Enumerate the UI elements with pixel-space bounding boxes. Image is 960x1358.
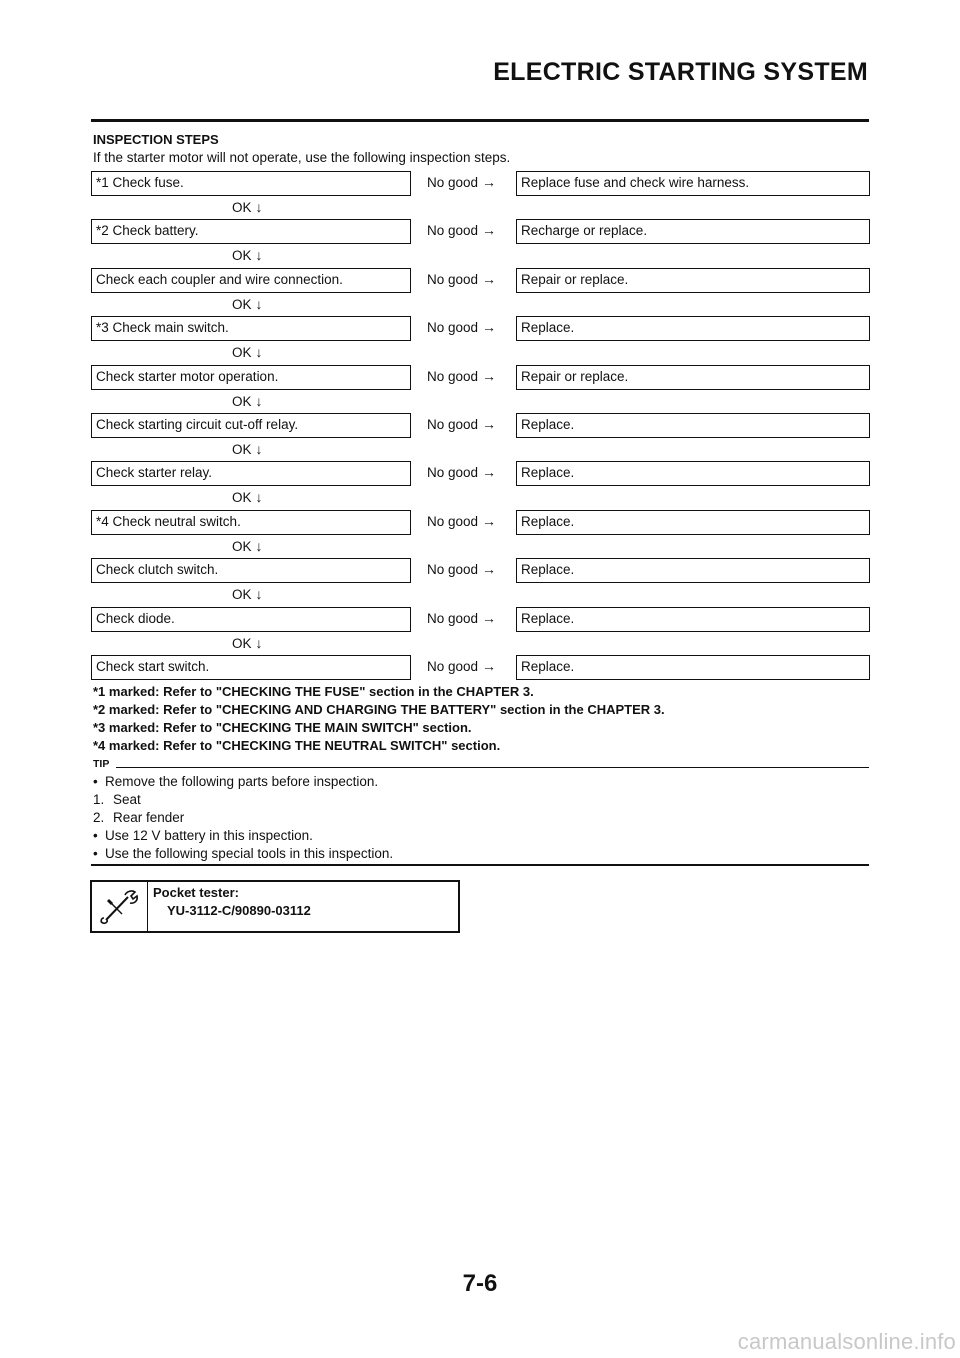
- flow-step: [91, 268, 869, 312]
- special-tool-box: [90, 880, 460, 933]
- ok-branch: [232, 393, 263, 409]
- action-box: Replace.: [516, 510, 870, 535]
- arrow-right-icon: →: [482, 464, 497, 480]
- flow-step: [91, 171, 869, 215]
- check-box: Check start switch.: [91, 655, 411, 680]
- action-box: Repair or replace.: [516, 268, 870, 293]
- ok-label: OK: [232, 200, 252, 215]
- ok-branch: [232, 538, 263, 554]
- flow-step: [91, 316, 869, 360]
- no-good-branch: [427, 316, 496, 339]
- action-box: Replace.: [516, 316, 870, 341]
- ok-label: OK: [232, 248, 252, 263]
- ok-label: OK: [232, 636, 252, 651]
- flow-step: [91, 365, 869, 409]
- bullet-marker: •: [93, 774, 98, 789]
- check-box: Check starting circuit cut-off relay.: [91, 413, 411, 438]
- arrow-down-icon: ↓: [255, 635, 263, 651]
- ok-branch: [232, 489, 263, 505]
- arrow-down-icon: ↓: [255, 441, 263, 457]
- tip-item: [93, 845, 393, 863]
- bullet-marker: •: [93, 828, 98, 843]
- flow-step: [91, 607, 869, 651]
- check-box: Check starter relay.: [91, 461, 411, 486]
- ok-branch: [232, 441, 263, 457]
- no-good-branch: [427, 461, 496, 484]
- ok-label: OK: [232, 442, 252, 457]
- no-good-branch: [427, 655, 496, 678]
- no-good-label: No good: [427, 223, 479, 238]
- no-good-branch: [427, 219, 496, 242]
- tip-item: [93, 827, 393, 845]
- arrow-right-icon: →: [482, 658, 497, 674]
- no-good-branch: [427, 607, 496, 630]
- tip-text: Use 12 V battery in this inspection.: [105, 828, 313, 843]
- no-good-branch: [427, 171, 496, 194]
- tool-name: Pocket tester:: [153, 885, 239, 900]
- ok-label: OK: [232, 297, 252, 312]
- ok-label: OK: [232, 394, 252, 409]
- tip-item: [93, 791, 393, 809]
- arrow-right-icon: →: [482, 561, 497, 577]
- arrow-down-icon: ↓: [255, 489, 263, 505]
- number-marker: 1.: [93, 792, 105, 807]
- title-rule: [91, 119, 869, 122]
- ok-branch: [232, 199, 263, 215]
- check-box: *2 Check battery.: [91, 219, 411, 244]
- flow-step: [91, 461, 869, 505]
- section-intro: If the starter motor will not operate, use the following inspection steps.: [93, 150, 511, 165]
- no-good-branch: [427, 558, 496, 581]
- action-box: Replace.: [516, 558, 870, 583]
- ok-label: OK: [232, 587, 252, 602]
- flow-step: [91, 558, 869, 602]
- tip-text: Remove the following parts before inspection.: [105, 774, 379, 789]
- no-good-label: No good: [427, 611, 479, 626]
- no-good-label: No good: [427, 514, 479, 529]
- no-good-branch: [427, 413, 496, 436]
- arrow-right-icon: →: [482, 271, 497, 287]
- arrow-right-icon: →: [482, 319, 497, 335]
- action-box: Recharge or replace.: [516, 219, 870, 244]
- footnotes: [93, 683, 665, 755]
- flow-step: [91, 413, 869, 457]
- ok-label: OK: [232, 490, 252, 505]
- tip-list: [93, 773, 393, 863]
- no-good-label: No good: [427, 369, 479, 384]
- ok-branch: [232, 586, 263, 602]
- flow-step: [91, 219, 869, 263]
- tool-icon: [92, 882, 148, 931]
- ok-label: OK: [232, 539, 252, 554]
- footnote: *3 marked: Refer to "CHECKING THE MAIN SWITCH" section.: [93, 720, 472, 735]
- action-box: Replace fuse and check wire harness.: [516, 171, 870, 196]
- check-box: Check each coupler and wire connection.: [91, 268, 411, 293]
- footnote: *1 marked: Refer to "CHECKING THE FUSE" section in the CHAPTER 3.: [93, 684, 534, 699]
- arrow-right-icon: →: [482, 610, 497, 626]
- footnote: *2 marked: Refer to "CHECKING AND CHARGING THE BATTERY" section in the CHAPTER 3.: [93, 702, 665, 717]
- action-box: Replace.: [516, 655, 870, 680]
- ok-label: OK: [232, 345, 252, 360]
- tip-item: [93, 773, 393, 791]
- no-good-branch: [427, 365, 496, 388]
- no-good-label: No good: [427, 562, 479, 577]
- arrow-right-icon: →: [482, 416, 497, 432]
- no-good-label: No good: [427, 659, 479, 674]
- no-good-branch: [427, 510, 496, 533]
- check-box: *4 Check neutral switch.: [91, 510, 411, 535]
- action-box: Replace.: [516, 607, 870, 632]
- arrow-right-icon: →: [482, 174, 497, 190]
- no-good-label: No good: [427, 417, 479, 432]
- arrow-down-icon: ↓: [255, 199, 263, 215]
- arrow-right-icon: →: [482, 368, 497, 384]
- no-good-label: No good: [427, 175, 479, 190]
- no-good-label: No good: [427, 272, 479, 287]
- watermark: carmanualsonline.info: [737, 1329, 956, 1354]
- section-heading: INSPECTION STEPS: [93, 132, 219, 147]
- ok-branch: [232, 635, 263, 651]
- arrow-down-icon: ↓: [255, 247, 263, 263]
- page-title: ELECTRIC STARTING SYSTEM: [493, 58, 868, 86]
- tool-info: [153, 884, 311, 920]
- tip-rule: [116, 767, 869, 768]
- ok-branch: [232, 247, 263, 263]
- tool-part-number: YU-3112-C/90890-03112: [167, 903, 311, 918]
- arrow-down-icon: ↓: [255, 538, 263, 554]
- tip-label: TIP: [93, 758, 110, 770]
- check-box: Check diode.: [91, 607, 411, 632]
- arrow-down-icon: ↓: [255, 344, 263, 360]
- number-marker: 2.: [93, 810, 105, 825]
- check-box: *3 Check main switch.: [91, 316, 411, 341]
- action-box: Repair or replace.: [516, 365, 870, 390]
- arrow-down-icon: ↓: [255, 393, 263, 409]
- action-box: Replace.: [516, 413, 870, 438]
- ok-branch: [232, 344, 263, 360]
- tip-item: [93, 809, 393, 827]
- check-box: Check clutch switch.: [91, 558, 411, 583]
- no-good-label: No good: [427, 465, 479, 480]
- check-box: *1 Check fuse.: [91, 171, 411, 196]
- flow-step: [91, 510, 869, 554]
- no-good-label: No good: [427, 320, 479, 335]
- bullet-marker: •: [93, 846, 98, 861]
- flow-step: [91, 655, 869, 680]
- check-box: Check starter motor operation.: [91, 365, 411, 390]
- arrow-right-icon: →: [482, 222, 497, 238]
- arrow-right-icon: →: [482, 513, 497, 529]
- footnote: *4 marked: Refer to "CHECKING THE NEUTRAL SWITCH" section.: [93, 738, 501, 753]
- action-box: Replace.: [516, 461, 870, 486]
- arrow-down-icon: ↓: [255, 586, 263, 602]
- page-number: 7-6: [462, 1270, 498, 1297]
- ok-branch: [232, 296, 263, 312]
- tip-text: Use the following special tools in this inspection.: [105, 846, 394, 861]
- arrow-down-icon: ↓: [255, 296, 263, 312]
- tip-text: Seat: [113, 792, 141, 807]
- tip-text: Rear fender: [113, 810, 185, 825]
- no-good-branch: [427, 268, 496, 291]
- tip-end-rule: [91, 864, 869, 866]
